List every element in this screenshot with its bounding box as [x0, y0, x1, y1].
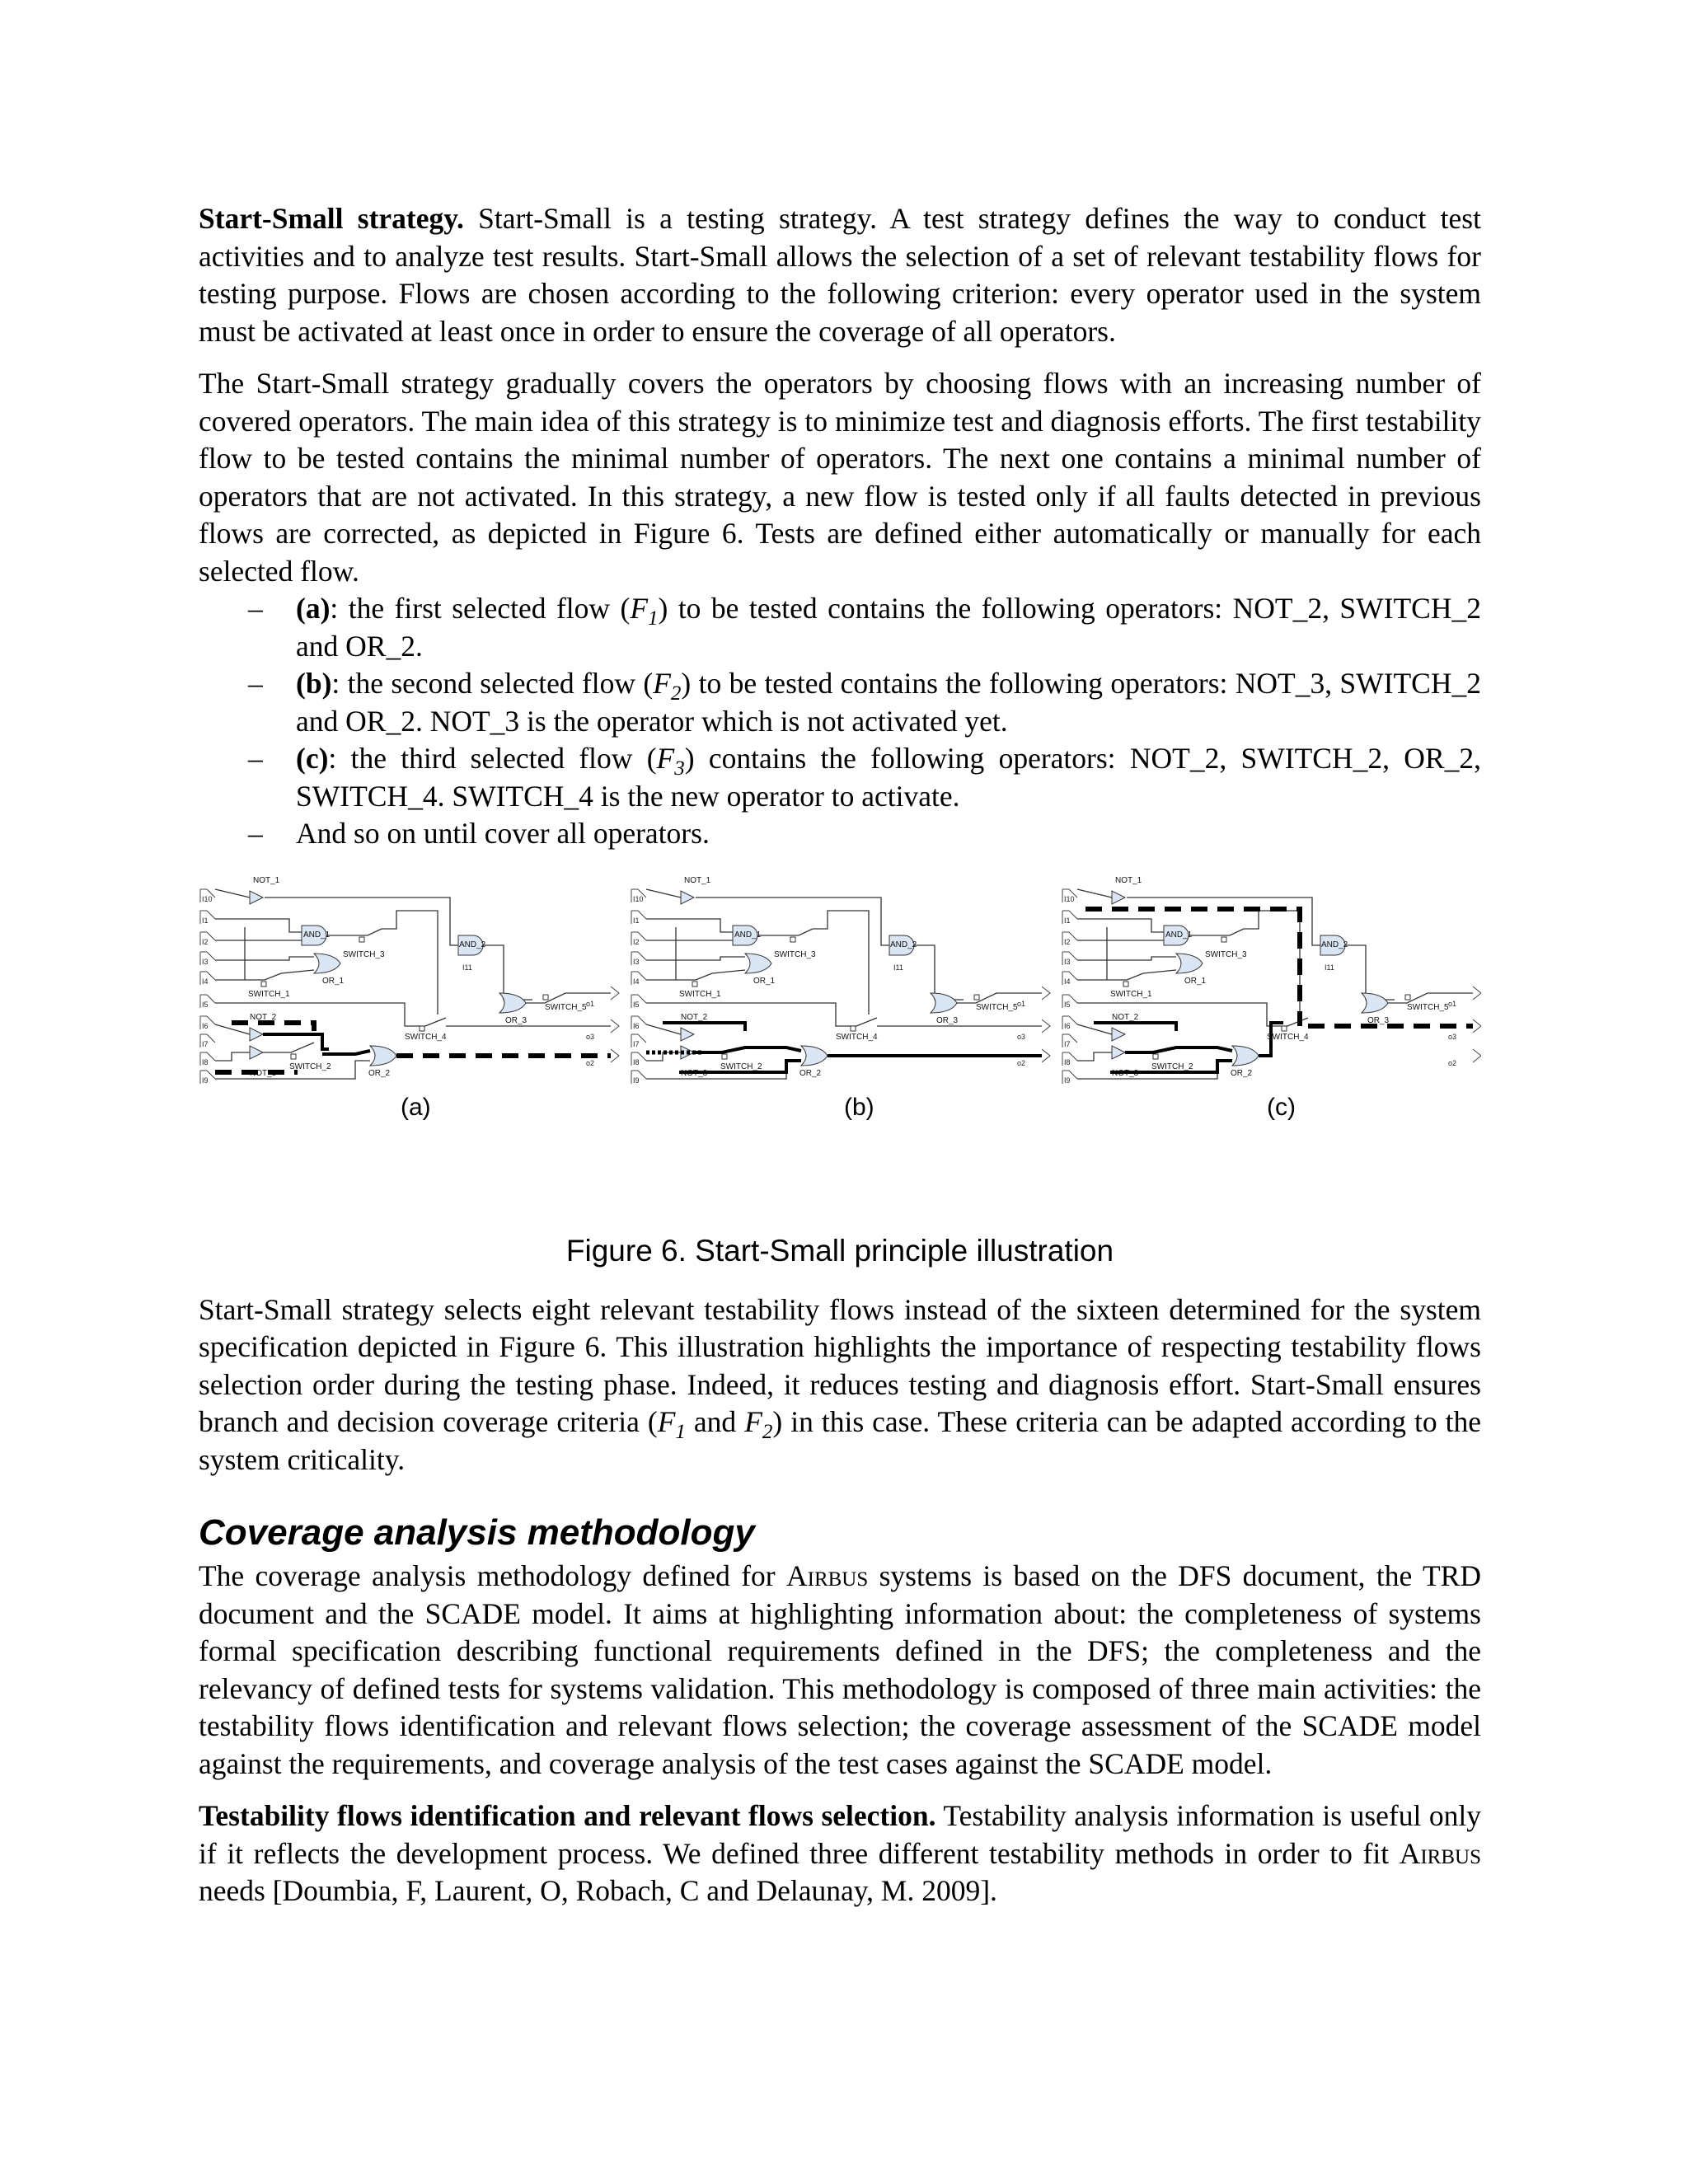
block-label: SWITCH_3 — [774, 949, 816, 959]
block-label: NOT_2 — [681, 1012, 708, 1022]
circuit-panel-c — [1062, 876, 1481, 1121]
block-label: NOT_3 — [1112, 1068, 1139, 1078]
input-label: I7 — [202, 1039, 209, 1048]
switch-contact — [261, 982, 266, 987]
input-label: I2 — [633, 937, 640, 946]
wire — [646, 957, 745, 960]
wire — [382, 911, 438, 1015]
paragraph-eight-flows: Start-Small strategy selects eight relevant testability flows instead of the sixteen determined for the system specification depicted in Figure 6. This illustration highlights the importance of respecting testability flows selection order during the testing phase. Indeed, it reduces testing and diagnosis effort. Start-Small ensures branch and decision coverage criteria ($F_1$ and $F_2$) in this case. These criteria can be adapted according to the system criticality. — [199, 1292, 1482, 1476]
block-label: NOT_2 — [250, 1012, 277, 1022]
wire — [1189, 929, 1244, 935]
input-label: I3 — [1064, 957, 1071, 966]
wire — [1244, 911, 1300, 1015]
output-label: o2 — [1017, 1058, 1026, 1067]
switch-contact — [1123, 982, 1128, 987]
input-label: I5 — [633, 1000, 640, 1009]
input-label: I2 — [202, 937, 209, 946]
list-item: – And so on until cover all operators. — [248, 817, 710, 850]
input-label: I9 — [202, 1076, 209, 1085]
output-label: o2 — [1448, 1058, 1457, 1067]
block-label: SWITCH_4 — [836, 1032, 878, 1042]
input-label: I7 — [1064, 1039, 1071, 1048]
port-label: I11 — [462, 963, 472, 972]
block-label: SWITCH_1 — [679, 989, 721, 999]
output-label: o2 — [586, 1058, 595, 1067]
block-label: OR_2 — [799, 1068, 822, 1078]
wire — [1077, 919, 1164, 932]
input-label: I1 — [1064, 916, 1071, 925]
subfigure-label: (c) — [1267, 1093, 1296, 1121]
wire — [646, 1024, 681, 1034]
input-label: I5 — [1064, 1000, 1071, 1009]
block-label: SWITCH_3 — [343, 949, 385, 959]
block-label: NOT_3 — [250, 1068, 277, 1078]
run-in-heading: Testability flows identification and relevant flows selection. — [199, 1799, 936, 1832]
switch-contact — [692, 982, 697, 987]
block-label: NOT_2 — [1112, 1012, 1139, 1022]
wire — [757, 929, 813, 935]
input-label: I10 — [633, 894, 644, 903]
paragraph-flows-identification: Testability flows identification and relevant flows selection. Testability analysis information is useful only if it reflects the development process. We defined three different testability methods in order to fit Airbus needs [Doumbia, F, Laurent, O, Robach, C and Delaunay, M. 2009]. — [199, 1799, 1481, 1907]
section-heading: Coverage analysis methodology — [199, 1512, 755, 1553]
wire — [483, 945, 532, 1000]
input-label: I9 — [1064, 1076, 1071, 1085]
block-label: SWITCH_2 — [289, 1062, 331, 1071]
wire — [1125, 1047, 1232, 1052]
list-item: – (b): the second selected flow $(F_2)$ to be tested contains the following operators: NOT_3, SWITCH_2 and OR_2. NOT_3 is the operator which is not activated yet. — [248, 667, 1481, 738]
wire — [1077, 957, 1176, 960]
output-port — [1473, 987, 1481, 1000]
figure-6 — [199, 869, 1481, 1232]
block-label: SWITCH_5 — [545, 1002, 587, 1012]
wire — [526, 993, 611, 1003]
output-label: o3 — [1448, 1032, 1457, 1041]
input-label: I5 — [202, 1000, 209, 1009]
block-label: OR_1 — [753, 976, 776, 986]
block-label: SWITCH_5 — [1407, 1002, 1449, 1012]
wire — [215, 1052, 250, 1061]
wire — [215, 889, 250, 898]
block-label: OR_1 — [322, 976, 345, 986]
input-label: I8 — [202, 1057, 209, 1066]
output-label: o1 — [1448, 999, 1457, 1008]
switch-contact — [851, 1026, 856, 1031]
block-label: OR_3 — [1367, 1015, 1390, 1025]
wire — [957, 993, 1042, 1003]
input-label: I8 — [633, 1057, 640, 1066]
port-label: I11 — [893, 963, 903, 972]
output-port — [611, 1019, 619, 1033]
wire — [322, 1051, 370, 1054]
wire — [215, 919, 302, 932]
switch-contact — [1282, 1026, 1287, 1031]
block-label: NOT_1 — [1115, 875, 1142, 885]
or-gate — [499, 993, 526, 1013]
wire — [646, 970, 745, 980]
wire — [1077, 970, 1176, 980]
output-port — [1042, 1049, 1050, 1062]
wire — [1077, 1024, 1112, 1034]
block-label: OR_2 — [368, 1068, 391, 1078]
block-label: SWITCH_1 — [1110, 989, 1152, 999]
or-gate — [931, 993, 957, 1013]
wire — [215, 970, 314, 980]
or-gate — [801, 1046, 828, 1066]
block-label: AND_1 — [1165, 930, 1193, 940]
block-label: SWITCH_2 — [1151, 1062, 1193, 1071]
or-gate — [370, 1046, 396, 1066]
block-label: OR_1 — [1184, 976, 1207, 986]
switch-contact — [1405, 995, 1410, 1000]
input-label: I10 — [1064, 894, 1075, 903]
not-gate — [1112, 1046, 1125, 1059]
output-port — [1042, 1019, 1050, 1033]
switch-contact — [974, 995, 979, 1000]
list-item: – (a): the first selected flow $(F_1)$ to be tested contains the following operators: NOT_2, SWITCH_2 and OR_2. — [248, 592, 1481, 663]
switch-contact — [543, 995, 548, 1000]
block-label: SWITCH_2 — [720, 1062, 762, 1071]
wire — [215, 1024, 250, 1034]
not-gate — [681, 1028, 694, 1041]
input-label: I4 — [1064, 977, 1071, 986]
wire — [646, 919, 733, 932]
input-label: I3 — [633, 957, 640, 966]
block-label: NOT_1 — [684, 875, 711, 885]
wire — [694, 1047, 801, 1052]
or-gate — [1232, 1046, 1259, 1066]
block-label: NOT_1 — [253, 875, 280, 885]
flow-list — [199, 590, 1481, 853]
or-gate — [745, 954, 771, 973]
input-label: I7 — [633, 1039, 640, 1048]
circuit-panel-b — [631, 876, 1050, 1121]
or-gate — [1362, 993, 1388, 1013]
wire — [326, 929, 382, 935]
switch-contact — [1153, 1054, 1158, 1059]
input-label: I8 — [1064, 1057, 1071, 1066]
output-port — [1473, 1049, 1481, 1062]
output-port — [1473, 1019, 1481, 1033]
output-label: o3 — [586, 1032, 595, 1041]
block-label: OR_3 — [936, 1015, 959, 1025]
input-label: I4 — [633, 977, 640, 986]
block-label: SWITCH_4 — [1267, 1032, 1309, 1042]
not-gate — [250, 1046, 263, 1059]
circuit-diagrams — [199, 869, 1481, 1199]
wire — [1388, 993, 1473, 1003]
switch-contact — [420, 1026, 424, 1031]
or-gate — [1176, 954, 1203, 973]
wire — [646, 889, 681, 898]
input-label: I3 — [202, 957, 209, 966]
block-label: SWITCH_5 — [976, 1002, 1018, 1012]
block-label: SWITCH_1 — [248, 989, 290, 999]
input-label: I1 — [202, 916, 209, 925]
block-label: AND_2 — [1321, 940, 1348, 949]
paragraph-methodology: The coverage analysis methodology defined for Airbus systems is based on the DFS document, the TRD document and the SCADE model. It aims at highlighting information about: the completeness of systems formal specification describing functional requirements defined in the DFS; the completeness and the relevancy of defined tests for systems validation. This methodology is composed of three main activities: the testability flows identification and relevant flows selection; the coverage assessment of the SCADE model against the requirements, and coverage analysis of the test cases against the SCADE model. — [199, 1559, 1481, 1780]
not-gate — [681, 891, 694, 904]
not-gate — [250, 1028, 263, 1041]
block-label: OR_3 — [505, 1015, 528, 1025]
document-page — [199, 200, 1481, 1910]
not-gate — [1112, 1028, 1125, 1041]
run-in-heading: Start-Small strategy. — [199, 202, 464, 235]
block-label: NOT_3 — [681, 1068, 708, 1078]
wire — [813, 911, 869, 1015]
output-label: o1 — [1017, 999, 1026, 1008]
subfigure-label: (a) — [401, 1093, 431, 1121]
switch-contact — [359, 937, 364, 942]
output-label: o1 — [586, 999, 595, 1008]
switch-contact — [790, 937, 795, 942]
input-label: I10 — [202, 894, 213, 903]
input-label: I4 — [202, 977, 209, 986]
switch-contact — [722, 1054, 727, 1059]
block-label: AND_2 — [459, 940, 486, 949]
wire — [232, 1023, 314, 1031]
wire — [1077, 1052, 1112, 1061]
block-label: AND_1 — [734, 930, 762, 940]
list-item: – (c): the third selected flow $(F_3)$ contains the following operators: NOT_2, SWITCH_2, OR_2, SWITCH_4. SWITCH_4 is the new operator to activate. — [248, 742, 1481, 813]
wire — [263, 1043, 314, 1052]
wire — [1077, 889, 1112, 898]
block-label: SWITCH_3 — [1205, 949, 1247, 959]
port-label: I11 — [1325, 963, 1334, 972]
input-label: I9 — [633, 1076, 640, 1085]
wire — [1094, 1023, 1176, 1031]
output-port — [611, 987, 619, 1000]
output-label: o3 — [1017, 1032, 1026, 1041]
paragraph-gradual-coverage: The Start-Small strategy gradually covers the operators by choosing flows with an increasing number of covered operators. The main idea of this strategy is to minimize test and diagnosis efforts. The first testability flow to be tested contains the minimal number of operators. The next one contains a minimal number of operators that are not activated. In this strategy, a new flow is tested only if all faults detected in previous flows are corrected, as depicted in Figure 6. Tests are defined either automatically or manually for each selected flow. — [199, 367, 1481, 588]
block-label: SWITCH_4 — [405, 1032, 447, 1042]
circuit-panel-a — [200, 876, 619, 1121]
switch-contact — [1221, 937, 1226, 942]
input-label: I6 — [633, 1021, 640, 1030]
wire — [663, 1023, 745, 1031]
output-port — [611, 1049, 619, 1062]
block-label: AND_1 — [303, 930, 331, 940]
switch-contact — [291, 1054, 296, 1059]
input-label: I1 — [633, 916, 640, 925]
paragraph-start-small: Start-Small strategy. Start-Small is a testing strategy. A test strategy defines the way to conduct test activities and to analyze test results. Start-Small allows the selection of a set of relevant testability flows for testing purpose. Flows are chosen according to the following criterion: every operator used in the system must be activated at least once in order to ensure the coverage of all operators. — [199, 202, 1481, 348]
block-label: AND_2 — [890, 940, 917, 949]
wire — [215, 957, 314, 960]
not-gate — [250, 891, 263, 904]
wire — [263, 1034, 329, 1049]
input-label: I2 — [1064, 937, 1071, 946]
output-port — [1042, 987, 1050, 1000]
input-label: I6 — [202, 1021, 209, 1030]
or-gate — [314, 954, 340, 973]
figure-caption: Figure 6. Start-Small principle illustration — [565, 1233, 1114, 1268]
input-label: I6 — [1064, 1021, 1071, 1030]
subfigure-label: (b) — [844, 1093, 874, 1121]
block-label: OR_2 — [1231, 1068, 1253, 1078]
wire — [1345, 945, 1395, 1000]
wire — [914, 945, 964, 1000]
not-gate — [1112, 891, 1125, 904]
